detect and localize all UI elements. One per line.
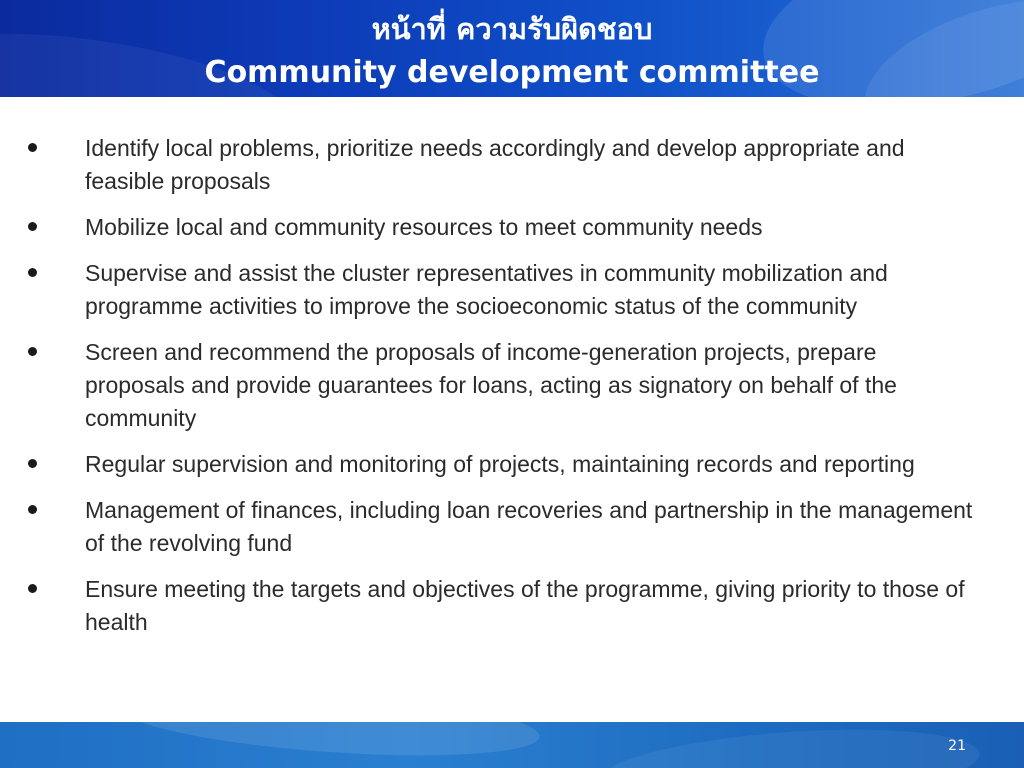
bullet-item (0, 257, 1024, 323)
bullet-item (0, 336, 1024, 435)
bullet-item (0, 211, 1024, 244)
bullet-text: Supervise and assist the cluster representatives in community mobilization and programme activities to improve the socioeconomic status of the community (85, 260, 888, 319)
bullet-dot-icon (28, 459, 37, 468)
bullet-dot-icon (28, 143, 37, 152)
bullet-list (0, 132, 1024, 639)
bullet-dot-icon (28, 222, 37, 231)
bullet-text: Identify local problems, prioritize needs accordingly and develop appropriate and feasible proposals (85, 135, 905, 194)
footer-decoration (118, 722, 541, 767)
bullet-text: Regular supervision and monitoring of projects, maintaining records and reporting (85, 451, 915, 477)
bullet-item (0, 448, 1024, 481)
slide-title-thai: หน้าที่ ความรับผิดชอบ (371, 12, 653, 46)
bullet-item (0, 132, 1024, 198)
header-banner (0, 0, 1024, 97)
page-number: 21 (948, 738, 966, 754)
bullet-dot-icon (28, 347, 37, 356)
bullet-item (0, 494, 1024, 560)
bullet-dot-icon (28, 584, 37, 593)
bullet-text: Mobilize local and community resources to meet community needs (85, 214, 763, 240)
footer-bar (0, 722, 1024, 768)
slide-title-english: Community development committee (204, 55, 820, 90)
bullet-dot-icon (28, 505, 37, 514)
bullet-dot-icon (28, 268, 37, 277)
bullet-text: Screen and recommend the proposals of income-generation projects, prepare proposals and provide guarantees for loans, acting as signatory on behalf of the community (85, 339, 897, 431)
footer-decoration (598, 722, 982, 768)
bullet-item (0, 573, 1024, 639)
content-area (0, 132, 1024, 652)
bullet-text: Management of finances, including loan recoveries and partnership in the management of the revolving fund (85, 497, 973, 556)
bullet-text: Ensure meeting the targets and objectives of the programme, giving priority to those of health (85, 576, 965, 635)
